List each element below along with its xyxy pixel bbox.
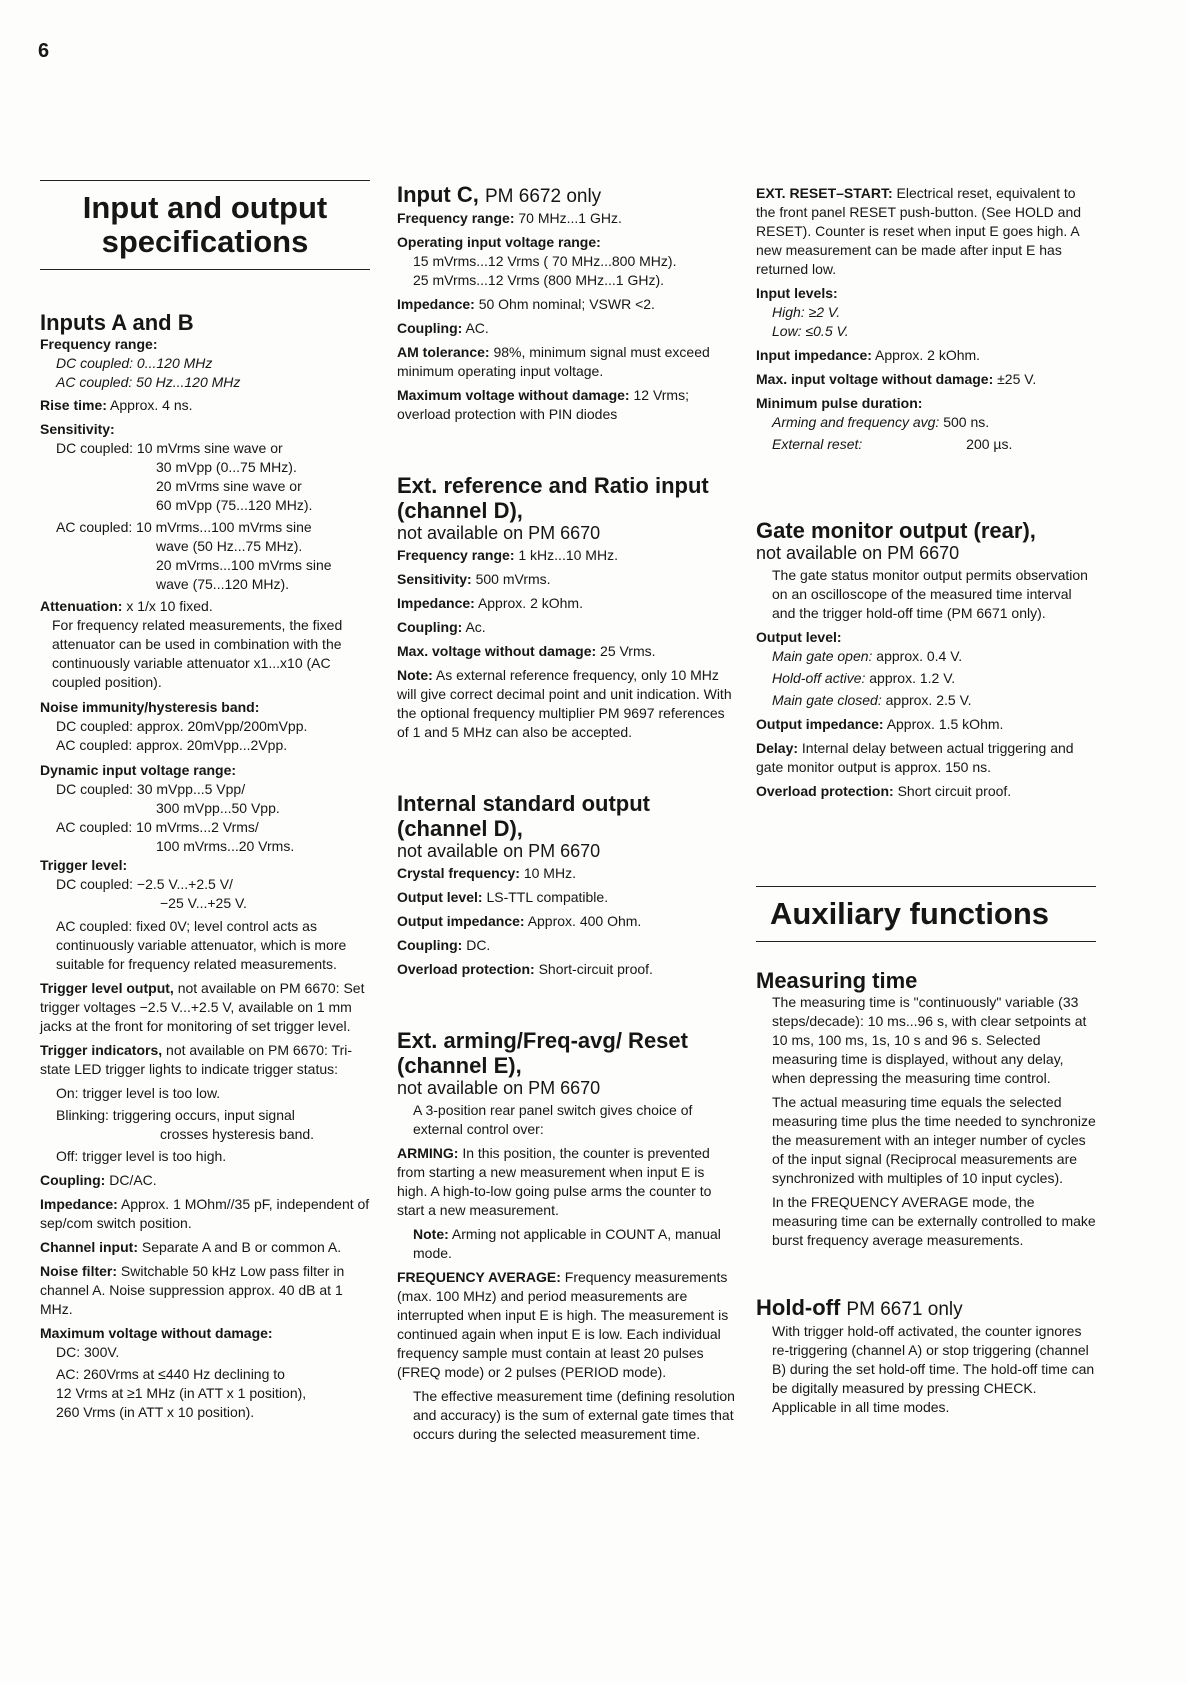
gate-outimp-value: Approx. 1.5 kOhm. xyxy=(886,716,1004,732)
imp-label: Impedance: xyxy=(40,1196,118,1212)
gate-ovl-value: Short circuit proof. xyxy=(897,783,1012,799)
arming-avg: Arming and frequency avg: xyxy=(772,414,940,430)
c-coup-value: AC. xyxy=(465,320,489,336)
c-freq-label: Frequency range: xyxy=(397,210,515,226)
coupling-label: Coupling: xyxy=(40,1172,106,1188)
mt-p1: The measuring time is "continuously" variable (33 steps/decade): 10 ms...96 s, with clear setpoints at 10 ms, 100 ms, 1s, 10 s and 96 s. Selected measuring time is displayed, without any delay, when depressing the measuring time control. xyxy=(772,994,1087,1086)
level-high: High: ≥2 V. xyxy=(772,304,841,320)
trig-dc-1: DC coupled: −2.5 V...+2.5 V/ xyxy=(56,876,233,892)
d-max-value: 25 Vrms. xyxy=(600,643,656,659)
trig-out-text: not available on PM 6670: Set trigger voltages −2.5 V...+2.5 V, available on 1 mm jacks at the front for monitoring of set trigger level. xyxy=(40,980,365,1034)
heading-ext-ref: Ext. reference and Ratio input (channel D), xyxy=(397,473,709,523)
ext-ref-sub: not available on PM 6670 xyxy=(397,523,601,543)
heading-measuring-time: Measuring time xyxy=(756,968,918,993)
nf-value: Switchable 50 kHz Low pass filter in channel A. Noise suppression approx. 40 dB at 1 MHz. xyxy=(40,1263,345,1317)
gate-ovl-label: Overload protection: xyxy=(756,783,894,799)
atten-value: x 1/x 10 fixed. xyxy=(126,598,213,614)
column-inputs-ab xyxy=(40,180,370,1422)
section-title-io: Input and output specifications xyxy=(82,190,328,259)
d-sens-value: 500 mVrms. xyxy=(475,571,551,587)
column-gate-aux xyxy=(756,184,1096,1422)
sens-ac-2: wave (50 Hz...75 MHz). xyxy=(156,538,303,554)
int-std-sub: not available on PM 6670 xyxy=(397,841,601,861)
inimp-value: Approx. 2 kOhm. xyxy=(875,347,981,363)
section-title-aux: Auxiliary functions xyxy=(770,896,1050,931)
max-dc: DC: 300V. xyxy=(56,1344,120,1360)
d-max-label: Max. voltage without damage: xyxy=(397,643,597,659)
trig-ac: AC coupled: fixed 0V; level control acts as continuously variable attenuator, which is more suitable for frequency related measurements. xyxy=(56,918,347,972)
nf-label: Noise filter: xyxy=(40,1263,118,1279)
c-max-value: 12 Vrms; overload protection with PIN diodes xyxy=(397,387,689,422)
sens-dc-3: 20 mVrms sine wave or xyxy=(156,478,302,494)
int-coup-label: Coupling: xyxy=(397,937,463,953)
c-op-label: Operating input voltage range: xyxy=(397,234,601,250)
d-imp-value: Approx. 2 kOhm. xyxy=(477,595,583,611)
favg-label: FREQUENCY AVERAGE: xyxy=(397,1269,561,1285)
trig-label: Trigger level: xyxy=(40,857,128,873)
inimp-label: Input impedance: xyxy=(756,347,872,363)
d-note-value: As external reference frequency, only 10 MHz will give correct decimal point and unit indication. With the optional frequency multiplier PM 9697 references of 1 and 5 MHz can also be accepted. xyxy=(397,667,732,740)
trig-ind-label: Trigger indicators, xyxy=(40,1042,163,1058)
sens-ac-4: wave (75...120 MHz). xyxy=(156,576,290,592)
d-freq-value: 1 kHz...10 MHz. xyxy=(518,547,618,563)
levels-label: Input levels: xyxy=(756,285,838,301)
dyn-label: Dynamic input voltage range: xyxy=(40,762,237,778)
favg-value: Frequency measurements (max. 100 MHz) and period measurements are interrupted when input E is high. The measurement is continued again when input E is low. Each individual frequency sample must contain at least 20 pulses (FREQ mode) or 2 pulses (PERIOD mode). xyxy=(397,1269,729,1380)
noise-dc: DC coupled: approx. 20mVpp/200mVpp. xyxy=(56,718,308,734)
hold-off-note: PM 6671 only xyxy=(846,1299,963,1320)
c-am-label: AM tolerance: xyxy=(397,344,490,360)
noise-ac: AC coupled: approx. 20mVpp...2Vpp. xyxy=(56,737,288,753)
atten-label: Attenuation: xyxy=(40,598,123,614)
gate-open-value: approx. 0.4 V. xyxy=(876,648,963,664)
coupling-value: DC/AC. xyxy=(109,1172,157,1188)
freq-ac: AC coupled: 50 Hz...120 MHz xyxy=(56,374,241,390)
int-outlvl-label: Output level: xyxy=(397,889,483,905)
freq-range-label: Frequency range: xyxy=(40,336,158,352)
c-imp-label: Impedance: xyxy=(397,296,475,312)
c-am-value: 98%, minimum signal must exceed minimum operating input voltage. xyxy=(397,344,710,379)
level-low: Low: ≤0.5 V. xyxy=(772,323,849,339)
d-imp-label: Impedance: xyxy=(397,595,475,611)
int-outlvl-value: LS-TTL compatible. xyxy=(486,889,609,905)
ext-reset-min-value: 200 µs. xyxy=(966,436,1013,452)
minpulse-label: Minimum pulse duration: xyxy=(756,395,923,411)
gate-holdoff: Hold-off active: xyxy=(772,670,866,686)
d-coup-label: Coupling: xyxy=(397,619,463,635)
column-inputs-cde xyxy=(397,182,737,1449)
chan-value: Separate A and B or common A. xyxy=(141,1239,342,1255)
crystal-value: 10 MHz. xyxy=(523,865,576,881)
arming-avg-value: 500 ns. xyxy=(943,414,990,430)
arming-label: ARMING: xyxy=(397,1145,459,1161)
heading-ext-arm: Ext. arming/Freq-avg/ Reset (channel E), xyxy=(397,1028,688,1078)
dyn-ac-2: 100 mVrms...20 Vrms. xyxy=(156,838,295,854)
ind-blink-1: Blinking: triggering occurs, input signal xyxy=(56,1107,295,1123)
d-sens-label: Sensitivity: xyxy=(397,571,472,587)
freq-dc: DC coupled: 0...120 MHz xyxy=(56,355,213,371)
sens-ac-3: 20 mVrms...100 mVrms sine xyxy=(156,557,332,573)
sensitivity-label: Sensitivity: xyxy=(40,421,115,437)
ext-reset-min: External reset: xyxy=(772,436,863,452)
mt-p3: In the FREQUENCY AVERAGE mode, the measuring time can be externally controlled to make burst frequency average measurements. xyxy=(772,1194,1096,1248)
gate-holdoff-value: approx. 1.2 V. xyxy=(869,670,956,686)
arm-note-label: Note: xyxy=(413,1226,449,1242)
max-ac-2: 12 Vrms at ≥1 MHz (in ATT x 1 position), xyxy=(56,1385,307,1401)
dyn-dc-2: 300 mVpp...50 Vpp. xyxy=(156,800,280,816)
c-max-label: Maximum voltage without damage: xyxy=(397,387,630,403)
ind-on: On: trigger level is too low. xyxy=(56,1085,221,1101)
trig-dc-2: −25 V...+25 V. xyxy=(160,895,247,911)
maxin-value: ±25 V. xyxy=(997,371,1037,387)
imp-value: Approx. 1 MOhm//35 pF, independent of sep/com switch position. xyxy=(40,1196,370,1231)
c-freq-value: 70 MHz...1 GHz. xyxy=(518,210,622,226)
sens-dc-2: 30 mVpp (0...75 MHz). xyxy=(156,459,297,475)
noise-label: Noise immunity/hysteresis band: xyxy=(40,699,260,715)
int-outimp-label: Output impedance: xyxy=(397,913,525,929)
ext-arm-intro: A 3-position rear panel switch gives choice of external control over: xyxy=(413,1102,693,1137)
d-note-label: Note: xyxy=(397,667,433,683)
sens-dc-4: 60 mVpp (75...120 MHz). xyxy=(156,497,313,513)
mt-p2: The actual measuring time equals the selected measuring time plus the time needed to synchronize the measurement with an integer number of cycles of the input signal (Reciprocal measurements are synchronized with multiples of 10 input cycles). xyxy=(772,1094,1096,1186)
rise-label: Rise time: xyxy=(40,397,107,413)
int-coup-value: DC. xyxy=(466,937,491,953)
d-coup-value: Ac. xyxy=(465,619,486,635)
trig-ind-text: not available on PM 6670: Tri-state LED trigger lights to indicate trigger status: xyxy=(40,1042,353,1077)
ext-arm-sub: not available on PM 6670 xyxy=(397,1078,601,1098)
heading-gate: Gate monitor output (rear), xyxy=(756,518,1036,543)
gate-closed-value: approx. 2.5 V. xyxy=(885,692,972,708)
c-imp-value: 50 Ohm nominal; VSWR <2. xyxy=(478,296,655,312)
sens-ac-1: AC coupled: 10 mVrms...100 mVrms sine xyxy=(56,519,312,535)
c-op-1: 15 mVrms...12 Vrms ( 70 MHz...800 MHz). xyxy=(413,253,677,269)
arm-note-value: Arming not applicable in COUNT A, manual mode. xyxy=(413,1226,721,1261)
int-outimp-value: Approx. 400 Ohm. xyxy=(527,913,642,929)
c-op-2: 25 mVrms...12 Vrms (800 MHz...1 GHz). xyxy=(413,272,665,288)
heading-hold-off: Hold-off xyxy=(756,1295,841,1320)
gate-intro: The gate status monitor output permits observation on an oscilloscope of the measured time interval and the trigger hold-off time (PM 6671 only). xyxy=(772,567,1088,621)
max-ac-3: 260 Vrms (in ATT x 10 position). xyxy=(56,1404,255,1420)
ext-reset-value: Electrical reset, equivalent to the front panel RESET push-button. (See HOLD and RESET). Counter is reset when input E goes high. A new measurement can be made after input E has returned low. xyxy=(756,185,1082,277)
dyn-ac-1: AC coupled: 10 mVrms...2 Vrms/ xyxy=(56,819,259,835)
chan-label: Channel input: xyxy=(40,1239,138,1255)
gate-open: Main gate open: xyxy=(772,648,873,664)
gate-outlvl-label: Output level: xyxy=(756,629,842,645)
ext-reset-label: EXT. RESET–START: xyxy=(756,185,893,201)
dyn-dc-1: DC coupled: 30 mVpp...5 Vpp/ xyxy=(56,781,246,797)
sens-dc-1: DC coupled: 10 mVrms sine wave or xyxy=(56,440,283,456)
heading-int-std: Internal standard output (channel D), xyxy=(397,791,650,841)
gate-outimp-label: Output impedance: xyxy=(756,716,884,732)
heading-input-c-note: PM 6672 only xyxy=(485,186,602,207)
d-freq-label: Frequency range: xyxy=(397,547,515,563)
heading-input-c: Input C, xyxy=(397,182,479,207)
gate-delay-value: Internal delay between actual triggering and gate monitor output is approx. 150 ns. xyxy=(756,740,1074,775)
ext-arm-eff: The effective measurement time (defining resolution and accuracy) is the sum of external gate times that occurs during the selected measurement time. xyxy=(413,1388,735,1442)
crystal-label: Crystal frequency: xyxy=(397,865,520,881)
atten-text: For frequency related measurements, the fixed attenuator can be used in combination with the continuously variable attenuator x1...x10 (AC coupled position). xyxy=(52,617,343,690)
trig-out-label: Trigger level output, xyxy=(40,980,174,996)
rise-value: Approx. 4 ns. xyxy=(110,397,193,413)
maxin-label: Max. input voltage without damage: xyxy=(756,371,994,387)
gate-closed: Main gate closed: xyxy=(772,692,882,708)
c-coup-label: Coupling: xyxy=(397,320,463,336)
ind-blink-2: crosses hysteresis band. xyxy=(160,1126,315,1142)
max-ac-1: AC: 260Vrms at ≤440 Hz declining to xyxy=(56,1366,285,1382)
ind-off: Off: trigger level is too high. xyxy=(56,1148,227,1164)
max-label: Maximum voltage without damage: xyxy=(40,1325,273,1341)
int-ovl-label: Overload protection: xyxy=(397,961,535,977)
arming-value: In this position, the counter is prevented from starting a new measurement when input E is high. A high-to-low going pulse arms the counter to start a new measurement. xyxy=(397,1145,712,1218)
page-number: 6 xyxy=(38,40,50,62)
gate-delay-label: Delay: xyxy=(756,740,799,756)
int-ovl-value: Short-circuit proof. xyxy=(538,961,653,977)
gate-sub: not available on PM 6670 xyxy=(756,543,960,563)
heading-inputs-ab: Inputs A and B xyxy=(40,310,194,335)
hold-off-text: With trigger hold-off activated, the counter ignores re-triggering (channel A) or stop triggering (channel B) during the set hold-off time. The hold-off time can be digitally measured by pressing CHECK. Applicable in all time modes. xyxy=(772,1323,1095,1415)
